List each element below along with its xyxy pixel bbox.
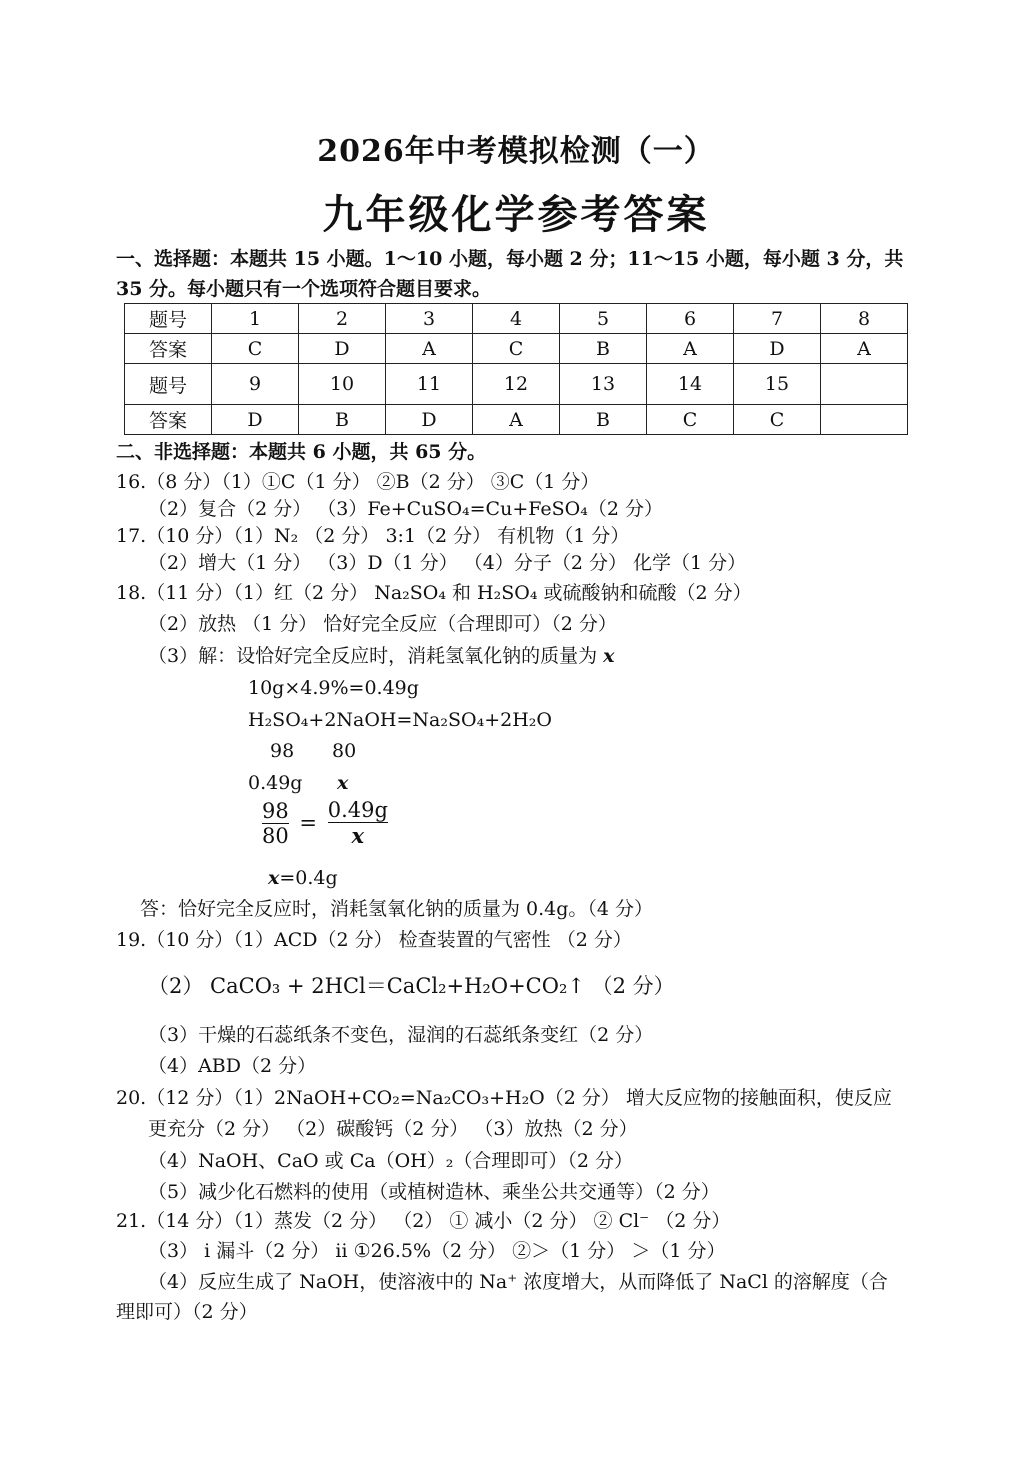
q16-line2: （2）复合（2 分） （3）Fe+CuSO₄=Cu+FeSO₄（2 分） xyxy=(148,498,663,520)
q18-molar-98: 98 xyxy=(270,740,295,762)
fraction-right-numerator: 0.49g xyxy=(327,798,388,822)
section1-line2: 35 分。每小题只有一个选项符合题目要求。 xyxy=(116,278,492,300)
table-cell: A xyxy=(821,334,908,364)
table-cell: 答案 xyxy=(125,334,212,364)
exam-title: 2026年中考模拟检测（一） xyxy=(317,134,715,169)
q21-line1: 21.（14 分）（1）蒸发（2 分） （2） ① 减小（2 分） ② Cl⁻ （2 分） xyxy=(116,1210,731,1232)
table-cell: 7 xyxy=(734,304,821,334)
table-cell: 12 xyxy=(473,364,560,405)
table-cell: 13 xyxy=(560,364,647,405)
result-value: =0.4g xyxy=(279,867,338,889)
table-cell: D xyxy=(299,334,386,364)
table-row xyxy=(125,304,908,334)
table-row xyxy=(125,334,908,364)
table-cell: 10 xyxy=(299,364,386,405)
q19-line2: （2） CaCO₃ + 2HCl＝CaCl₂+H₂O+CO₂↑ （2 分） xyxy=(148,974,675,998)
section2-heading: 二、非选择题：本题共 6 小题，共 65 分。 xyxy=(116,441,487,463)
table-cell: 4 xyxy=(473,304,560,334)
table-cell: 答案 xyxy=(125,405,212,435)
table-cell: 11 xyxy=(386,364,473,405)
q18-solution-text: （3）解：设恰好完全反应时，消耗氢氧化钠的质量为 xyxy=(148,645,604,667)
q18-answer: 答：恰好完全反应时，消耗氢氧化钠的质量为 0.4g。（4 分） xyxy=(140,898,654,920)
section1-line1: 一、选择题：本题共 15 小题。1～10 小题，每小题 2 分；11～15 小题，每小题 3 分，共 xyxy=(116,248,904,270)
q18-line2: （2）放热 （1 分） 恰好完全反应（合理即可）（2 分） xyxy=(148,613,617,635)
fraction-right-denominator: x xyxy=(328,822,388,848)
table-cell: B xyxy=(560,334,647,364)
table-cell: 2 xyxy=(299,304,386,334)
q19-line4: （4）ABD（2 分） xyxy=(148,1055,317,1077)
table-cell: C xyxy=(212,334,299,364)
table-cell: C xyxy=(734,405,821,435)
table-cell: A xyxy=(473,405,560,435)
table-cell: 1 xyxy=(212,304,299,334)
q20-line1: 20.（12 分）（1）2NaOH+CO₂=Na₂CO₃+H₂O（2 分） 增大反应物的接触面积，使反应 xyxy=(116,1087,892,1109)
q18-result xyxy=(268,864,338,892)
q20-line3: （4）NaOH、CaO 或 Ca（OH）₂（合理即可）（2 分） xyxy=(148,1150,633,1172)
q18-equation: H₂SO₄+2NaOH=Na₂SO₄+2H₂O xyxy=(248,709,552,731)
table-cell: B xyxy=(560,405,647,435)
fraction-left-denominator: 80 xyxy=(262,823,289,848)
q18-line1: 18.（11 分）（1）红（2 分） Na₂SO₄ 和 H₂SO₄ 或硫酸钠和硫酸（2 分） xyxy=(116,582,752,604)
table-cell: 15 xyxy=(734,364,821,405)
table-cell: D xyxy=(734,334,821,364)
fraction-right xyxy=(328,798,388,848)
table-cell xyxy=(821,405,908,435)
q20-line2: 更充分（2 分） （2）碳酸钙（2 分） （3）放热（2 分） xyxy=(148,1118,638,1140)
fraction-left-numerator: 98 xyxy=(262,798,289,823)
table-cell: 8 xyxy=(821,304,908,334)
q18-calc1: 10g×4.9%=0.49g xyxy=(248,677,419,699)
q20-line4: （5）减少化石燃料的使用（或植树造林、乘坐公共交通等）（2 分） xyxy=(148,1181,720,1203)
q19-line1: 19.（10 分）（1）ACD（2 分） 检查装置的气密性 （2 分） xyxy=(116,929,632,951)
q18-line3 xyxy=(148,642,614,670)
document-subtitle: 九年级化学参考答案 xyxy=(322,191,710,238)
q18-mass-049: 0.49g xyxy=(248,772,303,794)
q21-line4: 理即可）（2 分） xyxy=(116,1301,258,1323)
table-cell: B xyxy=(299,405,386,435)
q19-line3: （3）干燥的石蕊纸条不变色，湿润的石蕊纸条变红（2 分） xyxy=(148,1024,654,1046)
table-cell: D xyxy=(212,405,299,435)
table-cell: 14 xyxy=(647,364,734,405)
table-row xyxy=(125,364,908,405)
section1-instructions xyxy=(116,244,926,304)
table-cell: 9 xyxy=(212,364,299,405)
fraction-left xyxy=(262,799,289,848)
q17-line1: 17.（10 分）（1）N₂ （2 分） 3:1（2 分） 有机物（1 分） xyxy=(116,525,630,547)
table-cell: A xyxy=(386,334,473,364)
table-cell: 题号 xyxy=(125,304,212,334)
table-cell: 6 xyxy=(647,304,734,334)
table-row xyxy=(125,405,908,435)
table-cell: D xyxy=(386,405,473,435)
table-cell: C xyxy=(473,334,560,364)
q16-line1: 16.（8 分）（1）①C（1 分） ②B（2 分） ③C（1 分） xyxy=(116,471,600,493)
result-variable: x xyxy=(268,867,280,889)
table-cell: 3 xyxy=(386,304,473,334)
fraction-equals: = xyxy=(299,811,318,835)
q21-line3: （4）反应生成了 NaOH，使溶液中的 Na⁺ 浓度增大，从而降低了 NaCl 的溶解度（合 xyxy=(148,1271,888,1293)
table-cell: C xyxy=(647,405,734,435)
table-cell xyxy=(821,364,908,405)
table-cell: A xyxy=(647,334,734,364)
q18-proportion xyxy=(262,798,388,848)
q17-line2: （2）增大（1 分） （3）D（1 分） （4）分子（2 分） 化学（1 分） xyxy=(148,552,747,574)
table-cell: 题号 xyxy=(125,364,212,405)
choice-answer-table xyxy=(124,303,908,435)
q21-line2: （3） ⅰ 漏斗（2 分） ⅱ ①26.5%（2 分） ②＞（1 分） ＞（1 分） xyxy=(148,1240,726,1262)
q18-mass-x: x xyxy=(337,772,349,794)
variable-x: x xyxy=(603,645,615,667)
q18-molar-80: 80 xyxy=(332,740,357,762)
table-cell: 5 xyxy=(560,304,647,334)
